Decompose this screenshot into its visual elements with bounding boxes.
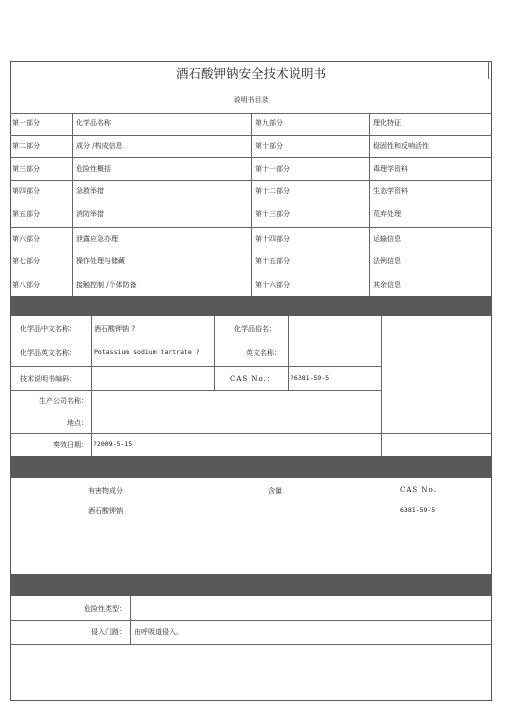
cas-header: CAS No. xyxy=(400,486,437,494)
toc-left-title: 消防举措 xyxy=(76,210,104,218)
toc-left-title: 操作处理与储藏 xyxy=(76,257,125,265)
toc-right-part: 第十四部分 xyxy=(255,235,290,243)
toc-left-part: 第一部分 xyxy=(12,119,40,127)
toc-left-title: 急救举措 xyxy=(76,187,104,195)
toc-right-title: 稳固性和反响活性 xyxy=(373,142,429,150)
cas-label: CAS No.： xyxy=(230,375,275,383)
s1-col-line xyxy=(288,316,289,390)
s1-row-line xyxy=(10,366,381,367)
component-header: 有害物成分 xyxy=(88,487,123,495)
toc-left-title: 成分 /构成信息 xyxy=(76,142,123,150)
s3-row-line xyxy=(10,620,492,621)
address-label: 地点： xyxy=(67,419,88,427)
route-value: 由呼吸道侵入。 xyxy=(134,628,183,636)
alias-label: 化学品俗名： xyxy=(234,325,276,333)
toc-left-title: 危险性概括 xyxy=(76,165,111,173)
toc-right-title: 生态学资料 xyxy=(373,187,408,195)
s1-row-line xyxy=(10,390,381,391)
s1-col-line xyxy=(381,316,382,456)
toc-col-line xyxy=(369,113,370,296)
date-value: ?2009-5-15 xyxy=(93,440,133,448)
doc-no-label: 技术说明书编码： xyxy=(20,375,76,383)
section-band-1 xyxy=(10,296,492,316)
toc-right-title: 其余信息 xyxy=(373,281,401,289)
toc-col-line xyxy=(251,113,252,296)
document-title: 酒石酸钾钠安全技术说明书 xyxy=(175,66,326,81)
toc-left-part: 第五部分 xyxy=(12,210,40,218)
toc-right-part: 第十三部分 xyxy=(255,210,290,218)
cn-name-value: 酒石酸钾钠 ? xyxy=(94,325,135,333)
toc-left-part: 第七部分 xyxy=(12,257,40,265)
en-name-value: Potassium sodium tartrate ? xyxy=(94,348,200,356)
toc-right-part: 第十一部分 xyxy=(255,165,290,173)
toc-left-part: 第四部分 xyxy=(12,187,40,195)
toc-right-title: 运输信息 xyxy=(373,235,401,243)
date-label: 奏效日期： xyxy=(53,441,88,449)
toc-right-part: 第九部分 xyxy=(255,119,283,127)
toc-right-title: 理化特征 xyxy=(373,119,401,127)
toc-left-title: 化学品名称 xyxy=(76,119,111,127)
route-label: 侵入门路： xyxy=(91,628,126,636)
toc-left-part: 第六部分 xyxy=(12,235,40,243)
toc-right-title: 法例信息 xyxy=(373,257,401,265)
s1-col-line xyxy=(214,316,215,390)
en-name-label: 化学品英文名称： xyxy=(20,349,76,357)
toc-left-part: 第三部分 xyxy=(12,165,40,173)
content-header: 含量 xyxy=(268,487,282,495)
toc-left-part: 第二部分 xyxy=(12,142,40,150)
s3-row-line xyxy=(10,644,492,645)
component-cas: 6381-59-5 xyxy=(400,506,436,514)
toc-col-line xyxy=(72,113,73,296)
toc-heading: 说明书目录 xyxy=(233,96,269,104)
component-name: 酒石酸钾钠 xyxy=(88,507,123,515)
s1-row-line xyxy=(10,433,492,434)
toc-right-part: 第十六部分 xyxy=(255,281,290,289)
toc-left-title: 泄露应急办理 xyxy=(76,235,118,243)
toc-right-title: 荒弃处理 xyxy=(373,210,401,218)
toc-right-title: 毒理学资料 xyxy=(373,165,408,173)
s1-col-line xyxy=(91,316,92,456)
toc-left-part: 第八部分 xyxy=(12,281,40,289)
hazard-type-label: 危险性类型： xyxy=(84,605,126,613)
toc-right-part: 第十二部分 xyxy=(255,187,290,195)
company-label: 生产公司名称： xyxy=(39,397,88,405)
toc-right-part: 第十五部分 xyxy=(255,257,290,265)
en-alias-label: 英文名称： xyxy=(246,349,281,357)
section-band-2 xyxy=(10,456,492,478)
toc-left-title: 接触控制 /个体防备 xyxy=(76,281,137,289)
toc-right-part: 第十部分 xyxy=(255,142,283,150)
cn-name-label: 化学品中文名称： xyxy=(20,325,76,333)
section-band-3 xyxy=(10,574,492,596)
cas-value: ?6381-59-5 xyxy=(290,374,330,382)
